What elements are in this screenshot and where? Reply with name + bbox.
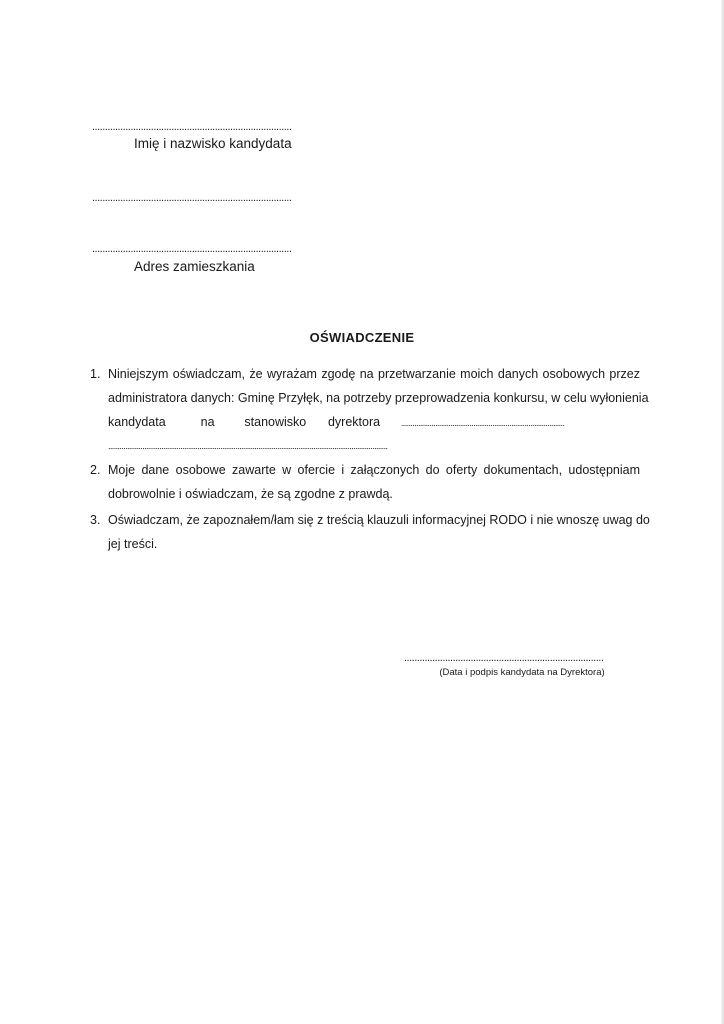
word-dyrektora: dyrektora — [327, 415, 381, 429]
address-dotted-line-1: .............................................................................. — [92, 192, 292, 204]
item-1-line-2: administratora danych: Gminę Przyłęk, na potrzeby przeprowadzenia konkursu, w celu wyłonienia — [108, 391, 649, 405]
name-dotted-line: .............................................................................. — [92, 121, 292, 133]
statement-item-1 — [90, 362, 649, 458]
item-3-line-2: jej treści. — [108, 537, 158, 551]
word-stanowisko: stanowisko — [244, 415, 307, 429]
item-2-line-2: dobrowolnie i oświadczam, że są zgodne z prawdą. — [108, 487, 393, 501]
signature-label: (Data i podpis kandydata na Dyrektora) — [439, 667, 605, 678]
item-number: 3. — [90, 513, 101, 527]
item-number: 1. — [90, 367, 101, 381]
position-dotted-line-2: ................................................................................................................................................... — [108, 441, 388, 451]
item-3-line-1: Oświadczam, że zapoznałem/łam się z treścią klauzuli informacyjnej RODO i nie wnoszę uwag do — [108, 513, 650, 527]
statement-item-2 — [90, 458, 640, 506]
signature-dotted-line: .............................................................................. — [404, 652, 604, 664]
address-label: Adres zamieszkania — [134, 259, 255, 274]
address-dotted-line-2: .............................................................................. — [92, 243, 292, 255]
word-na: na — [200, 415, 215, 429]
item-2-line-1: Moje dane osobowe zawarte w ofercie i załączonych do oferty dokumentach, udostępniam — [108, 463, 640, 477]
name-label: Imię i nazwisko kandydata — [134, 136, 292, 151]
statement-item-3 — [90, 508, 650, 556]
item-1-line-3 — [108, 410, 640, 434]
document-title: OŚWIADCZENIE — [309, 330, 415, 345]
item-number: 2. — [90, 463, 101, 477]
word-kandydata: kandydata — [108, 415, 166, 429]
item-1-line-1: Niniejszym oświadczam, że wyrażam zgodę na przetwarzanie moich danych osobowych przez — [108, 367, 640, 381]
position-dotted-line: ...................................................................................... — [400, 418, 565, 428]
